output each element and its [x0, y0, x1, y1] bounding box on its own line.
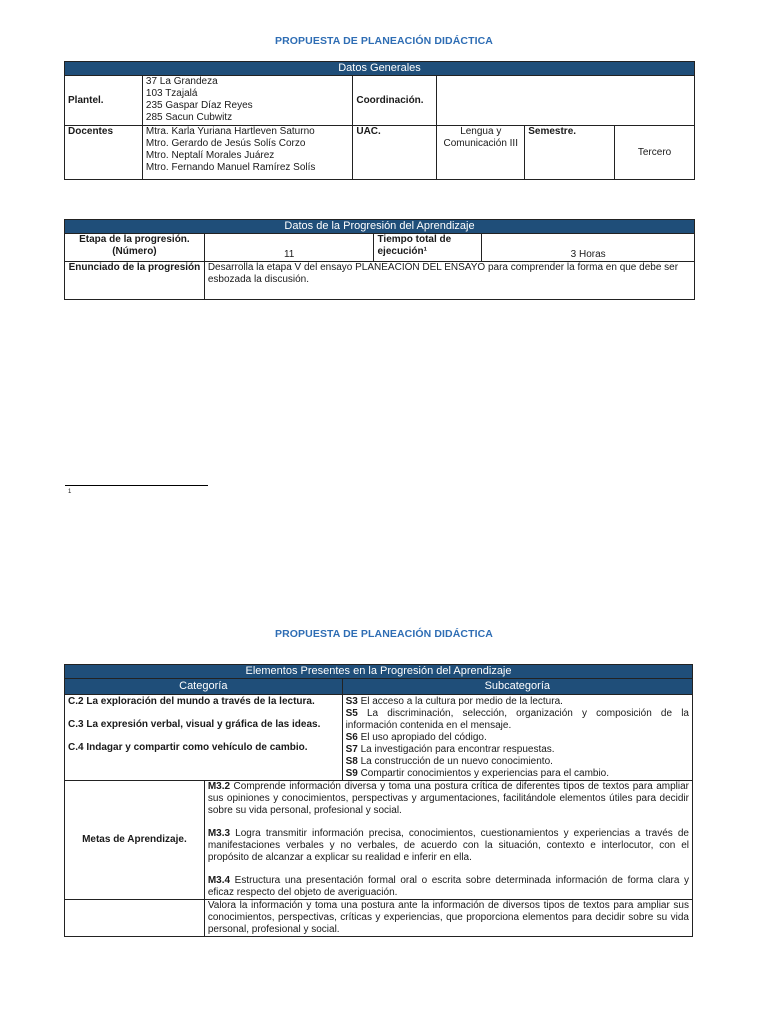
docente-line: Mtro. Neptalí Morales Juárez — [145, 150, 275, 161]
datos-generales-table — [64, 61, 695, 180]
footnote-number: 1 — [68, 489, 72, 495]
subcategoria-text: La construcción de un nuevo conocimiento. — [357, 756, 553, 767]
subcategoria-text: La investigación para encontrar respuestas. — [357, 744, 555, 755]
meta-code: M3.3 — [207, 828, 231, 839]
meta-item — [208, 875, 689, 899]
etapa-value: 11 — [204, 234, 374, 262]
subcategoria-item — [346, 696, 689, 708]
docentes-values — [142, 126, 352, 180]
plantel-values — [142, 76, 352, 126]
subcategoria-code: S9 — [345, 768, 358, 779]
subcategoria-item — [346, 756, 689, 768]
semestre-label: Semestre. — [525, 126, 615, 180]
last-row-label — [65, 900, 205, 937]
subcategoria-header: Subcategoría — [342, 679, 692, 695]
docente-line: Mtro. Gerardo de Jesús Solís Corzo — [145, 138, 306, 149]
categorias-cell — [65, 695, 343, 781]
metas-label: Metas de Aprendizaje. — [65, 781, 205, 900]
meta-code: M3.2 — [207, 781, 231, 792]
plantel-line: 285 Sacun Cubwitz — [145, 112, 233, 123]
meta-text: Comprende información diversa y toma una postura crítica de diferentes tipos de textos para ampliar sus opiniones y conocimientos, perspectivas y argumentaciones, facilitándole elementos útiles para decidir sobre su vida personal, profesional y social. — [207, 781, 689, 816]
subcategoria-item — [346, 732, 689, 744]
subcategoria-text: El acceso a la cultura por medio de la lectura. — [357, 696, 563, 707]
docente-line: Mtra. Karla Yuriana Hartleven Saturno — [145, 126, 315, 137]
last-row-text: Valora la información y toma una postura ante la información de diversos tipos de textos para ampliar sus conocimientos, perspectivas, críticas y experiencias, que proporciona elementos para decidir sobre su vida personal, profesional y social. — [204, 900, 692, 937]
subcategoria-text: El uso apropiado del código. — [357, 732, 487, 743]
subcategoria-code: S8 — [345, 756, 358, 767]
elementos-table — [64, 664, 693, 937]
subcategoria-text: La discriminación, selección, organización y composición de la información contenida en el mensaje. — [345, 708, 689, 731]
etapa-label: Etapa de la progresión. (Número) — [65, 234, 205, 262]
meta-text: Estructura una presentación formal oral o escrita sobre determinada información de forma clara y eficaz respecto del objeto de averiguación. — [207, 875, 689, 898]
tiempo-label: Tiempo total de ejecución¹ — [374, 234, 482, 262]
metas-cell — [204, 781, 692, 900]
docente-line: Mtro. Fernando Manuel Ramírez Solís — [145, 162, 316, 173]
meta-code: M3.4 — [207, 875, 231, 886]
meta-item — [208, 828, 689, 864]
elementos-header: Elementos Presentes en la Progresión del Aprendizaje — [65, 665, 693, 679]
categoria-item: C.3 La expresión verbal, visual y gráfica de las ideas. — [68, 719, 321, 730]
semestre-value: Tercero — [615, 126, 695, 180]
subcategoria-item — [346, 744, 689, 756]
subcategorias-cell — [342, 695, 692, 781]
subcategoria-code: S7 — [345, 744, 358, 755]
subcategoria-item — [346, 708, 689, 732]
subcategoria-code: S6 — [345, 732, 358, 743]
subcategoria-text: Compartir conocimientos y experiencias para el cambio. — [357, 768, 610, 779]
meta-text: Logra transmitir información precisa, conocimientos, cuestionamientos y experiencias a través de manifestaciones verbales y no verbales, de acuerdo con la situación, contexto e interlocutor, con el propósito de alcanzar a explicar su realidad e inferir en ella. — [207, 828, 689, 863]
page-title: PROPUESTA DE PLANEACIÓN DIDÁCTICA — [275, 35, 493, 47]
datos-generales-header: Datos Generales — [65, 62, 695, 76]
coordinacion-label: Coordinación. — [353, 76, 437, 126]
categoria-item: C.4 Indagar y compartir como vehículo de cambio. — [68, 742, 308, 753]
progresion-header: Datos de la Progresión del Aprendizaje — [65, 220, 695, 234]
plantel-line: 235 Gaspar Díaz Reyes — [145, 100, 253, 111]
categoria-header: Categoría — [65, 679, 343, 695]
page-title-2: PROPUESTA DE PLANEACIÓN DIDÁCTICA — [275, 628, 493, 640]
uac-value: Lengua y Comunicación III — [437, 126, 525, 180]
enunciado-value: Desarrolla la etapa V del ensayo PLANEACIÓN DEL ENSAYO para comprender la forma en que debe ser esbozada la discusión. — [204, 262, 694, 300]
plantel-line: 103 Tzajalá — [145, 88, 198, 99]
subcategoria-item — [346, 768, 689, 780]
plantel-line: 37 La Grandeza — [145, 76, 218, 87]
subcategoria-code: S5 — [345, 708, 358, 719]
docentes-label: Docentes — [65, 126, 143, 180]
coordinacion-value — [437, 76, 695, 126]
progresion-table — [64, 219, 695, 300]
tiempo-value: 3 Horas — [482, 234, 695, 262]
subcategoria-code: S3 — [345, 696, 358, 707]
plantel-label: Plantel. — [65, 76, 143, 126]
uac-label: UAC. — [353, 126, 437, 180]
categoria-item: C.2 La exploración del mundo a través de la lectura. — [68, 696, 315, 707]
footnote-rule — [65, 485, 208, 486]
meta-item — [208, 781, 689, 817]
enunciado-label: Enunciado de la progresión — [65, 262, 205, 300]
